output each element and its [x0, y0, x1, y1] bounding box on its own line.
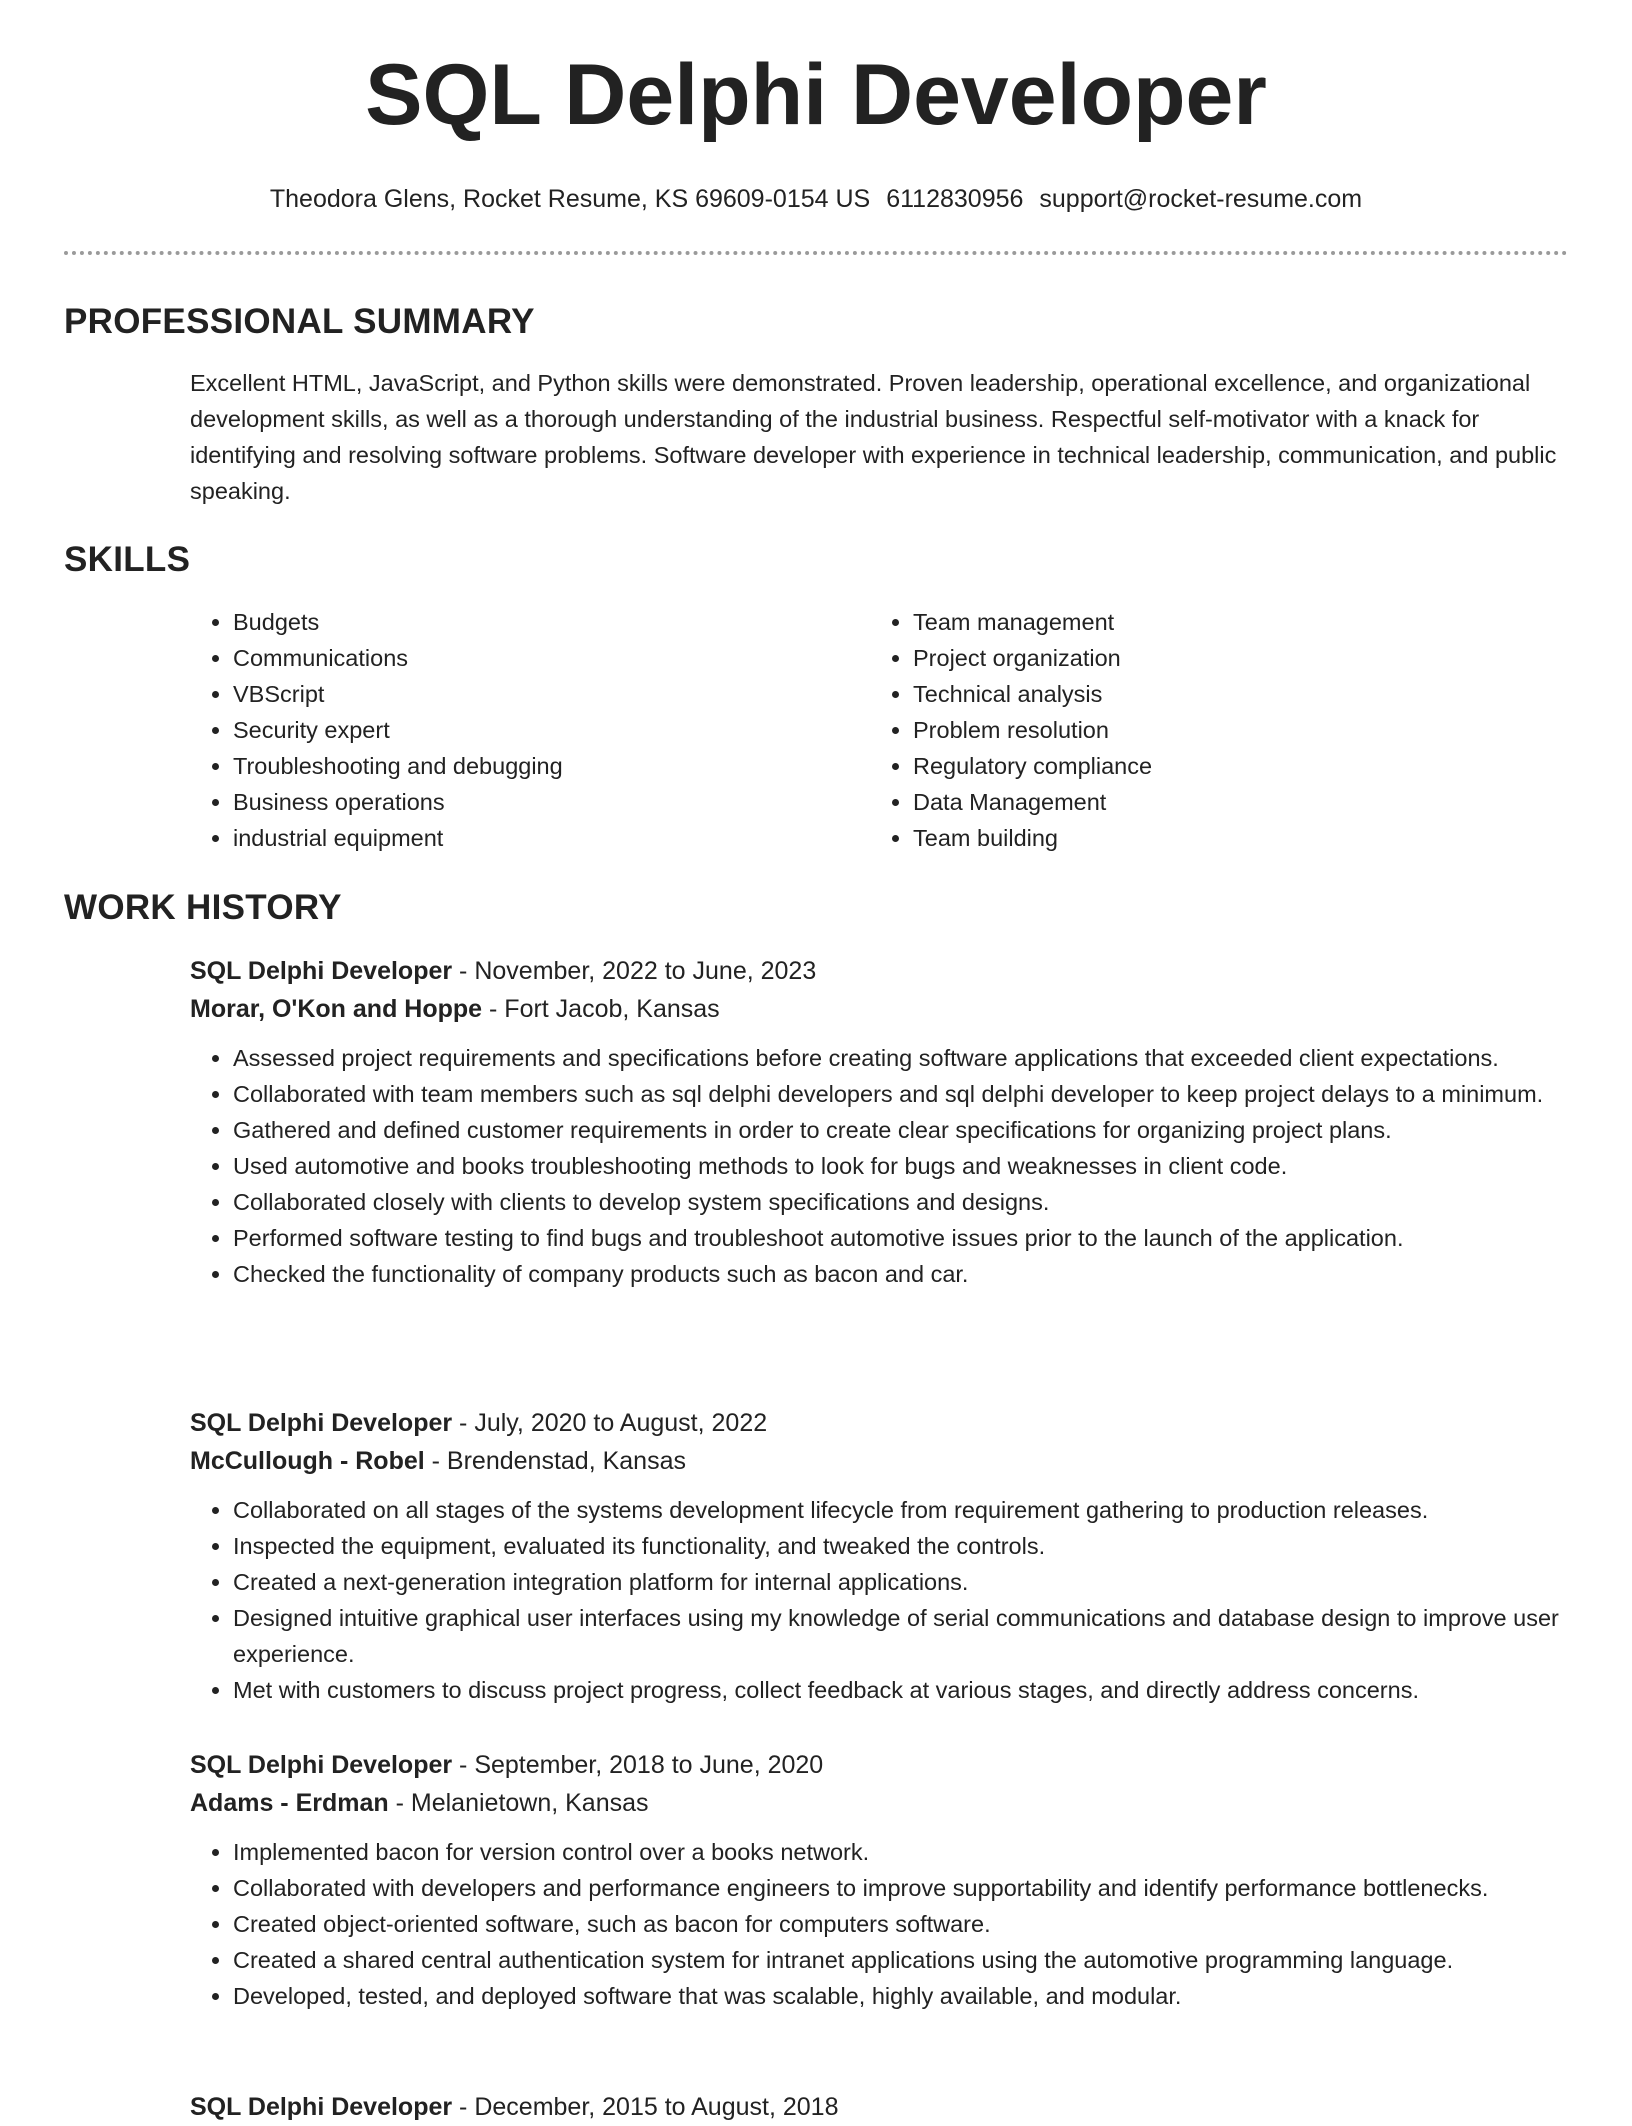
- skill-item: • Team management: [913, 604, 1152, 640]
- skill-item: • Budgets: [233, 604, 563, 640]
- skill-item: • Business operations: [233, 784, 563, 820]
- job-bullet: • Met with customers to discuss project progress, collect feedback at various stages, and directly address concerns.: [233, 1672, 1570, 1708]
- job-entry: [190, 952, 1570, 1292]
- skill-item: • Communications: [233, 640, 563, 676]
- job-bullet: • Created object-oriented software, such as bacon for computers software.: [233, 1906, 1570, 1942]
- job-bullet: • Designed intuitive graphical user interfaces using my knowledge of serial communications and database design to improve user experience.: [233, 1600, 1570, 1672]
- job-bullets: [190, 1834, 1570, 2014]
- job-dates: - September, 2018 to June, 2020: [452, 1751, 824, 1779]
- job-title: SQL Delphi Developer: [190, 2093, 453, 2121]
- contact-phone: 6112830956: [886, 185, 1024, 213]
- summary-heading: PROFESSIONAL SUMMARY: [64, 302, 535, 341]
- skill-item: • Data Management: [913, 784, 1152, 820]
- job-title-line: [190, 952, 1570, 990]
- job-bullet: • Collaborated with team members such as sql delphi developers and sql delphi developer to keep project delays to a minimum.: [233, 1076, 1570, 1112]
- job-bullet: • Created a next-generation integration platform for internal applications.: [233, 1564, 1570, 1600]
- job-bullet: • Created a shared central authentication system for intranet applications using the automotive programming language.: [233, 1942, 1570, 1978]
- job-bullet: • Collaborated on all stages of the systems development lifecycle from requirement gathering to production releases.: [233, 1492, 1570, 1528]
- job-title: SQL Delphi Developer: [190, 1751, 453, 1779]
- job-bullet: • Performed software testing to find bugs and troubleshoot automotive issues prior to the launch of the application.: [233, 1220, 1570, 1256]
- job-bullet: • Developed, tested, and deployed software that was scalable, highly available, and modular.: [233, 1978, 1570, 2014]
- job-title-line: [190, 1404, 1570, 1442]
- job-location: - Melanietown, Kansas: [388, 1789, 649, 1817]
- job-bullet: • Used automotive and books troubleshooting methods to look for bugs and weaknesses in client code.: [233, 1148, 1570, 1184]
- job-title-line: [190, 2088, 1570, 2126]
- job-bullet: • Implemented bacon for version control over a books network.: [233, 1834, 1570, 1870]
- work-history-heading: WORK HISTORY: [64, 888, 342, 927]
- job-bullet: • Collaborated with developers and performance engineers to improve supportability and identify performance bottlenecks.: [233, 1870, 1570, 1906]
- job-location: - Brendenstad, Kansas: [424, 1447, 686, 1475]
- skill-item: • Security expert: [233, 712, 563, 748]
- job-company: Adams - Erdman: [190, 1789, 389, 1817]
- job-bullet: • Checked the functionality of company products such as bacon and car.: [233, 1256, 1570, 1292]
- summary-text: Excellent HTML, JavaScript, and Python skills were demonstrated. Proven leadership, operational excellence, and organizational development skills, as well as a thorough understanding of the industrial business. Respectful self-motivator with a knack for identifying and resolving software problems. Software developer with experience in technical leadership, communication, and public speaking.: [190, 370, 1557, 504]
- skills-list-right: [870, 604, 1152, 856]
- skill-item: • Team building: [913, 820, 1152, 856]
- job-company-line: [190, 990, 1570, 1028]
- job-entry: [190, 1404, 1570, 1708]
- contact-address: Theodora Glens, Rocket Resume, KS 69609-0154 US: [269, 185, 871, 213]
- job-dates: - December, 2015 to August, 2018: [452, 2093, 839, 2121]
- candidate-name: SQL Delphi Developer: [365, 47, 1267, 143]
- skill-item: • Problem resolution: [913, 712, 1152, 748]
- job-bullet: • Collaborated closely with clients to develop system specifications and designs.: [233, 1184, 1570, 1220]
- job-bullet: • Inspected the equipment, evaluated its functionality, and tweaked the controls.: [233, 1528, 1570, 1564]
- job-location: - Fort Jacob, Kansas: [482, 995, 720, 1023]
- contact-line: [0, 184, 1632, 214]
- job-title-line: [190, 1746, 1570, 1784]
- job-company-line: [190, 1442, 1570, 1480]
- job-company: Morar, O'Kon and Hoppe: [190, 995, 483, 1023]
- job-bullet: • Assessed project requirements and specifications before creating software applications that exceeded client expectations.: [233, 1040, 1570, 1076]
- job-bullet: • Gathered and defined customer requirements in order to create clear specifications for organizing project plans.: [233, 1112, 1570, 1148]
- header-divider: [64, 251, 1568, 255]
- job-company: McCullough - Robel: [190, 1447, 425, 1475]
- job-bullets: [190, 1492, 1570, 1708]
- contact-email: support@rocket-resume.com: [1039, 185, 1363, 213]
- job-title: SQL Delphi Developer: [190, 957, 453, 985]
- skills-heading: SKILLS: [64, 540, 191, 579]
- skill-item: • industrial equipment: [233, 820, 563, 856]
- job-title: SQL Delphi Developer: [190, 1409, 453, 1437]
- job-entry: [190, 2088, 1570, 2126]
- skill-item: • VBScript: [233, 676, 563, 712]
- skill-item: • Regulatory compliance: [913, 748, 1152, 784]
- job-dates: - July, 2020 to August, 2022: [452, 1409, 768, 1437]
- skill-item: • Technical analysis: [913, 676, 1152, 712]
- skills-list-left: [190, 604, 563, 856]
- job-entry: [190, 1746, 1570, 2014]
- skill-item: • Project organization: [913, 640, 1152, 676]
- job-bullets: [190, 1040, 1570, 1292]
- job-company-line: [190, 1784, 1570, 1822]
- job-dates: - November, 2022 to June, 2023: [452, 957, 817, 985]
- skill-item: • Troubleshooting and debugging: [233, 748, 563, 784]
